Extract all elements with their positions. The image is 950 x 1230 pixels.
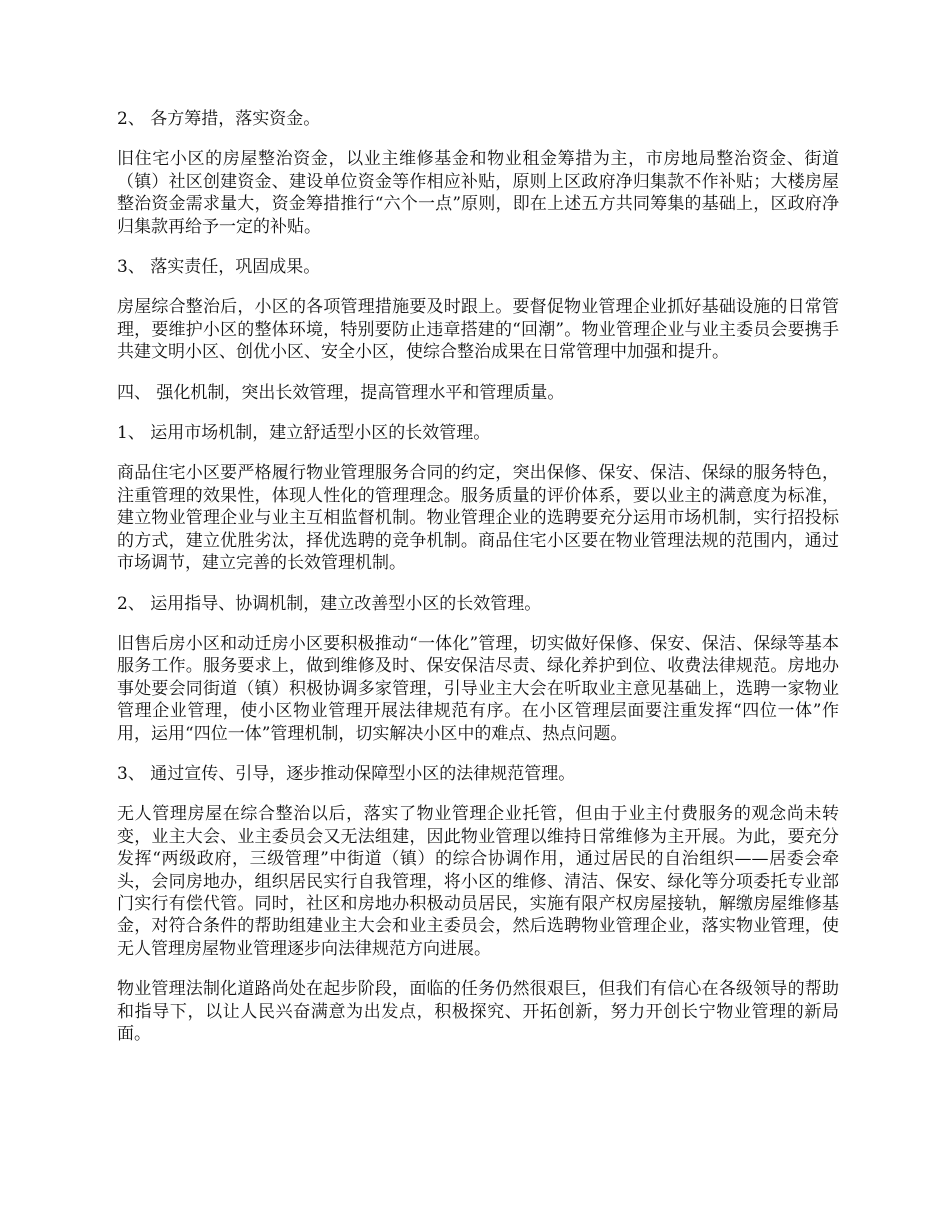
chapter-heading-4-mechanism: 四、 强化机制，突出长效管理，提高管理水平和管理质量。	[117, 382, 565, 403]
section-heading-1-market: 1、 运用市场机制，建立舒适型小区的长效管理。	[117, 423, 491, 444]
paragraph-conclusion: 物业管理法制化道路尚处在起步阶段，面临的任务仍然很艰巨，但我们有信心在各级领导的帮助和指导下，以让人民兴奋满意为出发点，积极探究、开拓创新，努力开创长宁物业管理的新局面。	[117, 979, 839, 1044]
document-page	[117, 108, 839, 1063]
paragraph-market-details: 商品住宅小区要严格履行物业管理服务合同的约定，突出保修、保安、保洁、保绿的服务特色，注重管理的效果性，体现人性化的管理理念。服务质量的评价体系，要以业主的满意度为标准，建立物业管理企业与业主互相监督机制。物业管理企业的选聘要充分运用市场机制，实行招投标的方式，建立优胜劣汰，择优选聘的竞争机制。商品住宅小区要在物业管理法规的范围内，通过市场调节，建立完善的长效管理机制。	[117, 463, 839, 574]
paragraph-guidance-details: 旧售后房小区和动迁房小区要积极推动“一体化”管理，切实做好保修、保安、保洁、保绿等基本服务工作。服务要求上，做到维修及时、保安保洁尽责、绿化养护到位、收费法律规范。房地办事处要会同街道（镇）积极协调多家管理，引导业主大会在听取业主意见基础上，选聘一家物业管理企业管理，使小区物业管理开展法律规范有序。在小区管理层面要注重发挥“四位一体”作用，运用“四位一体”管理机制，切实解决小区中的难点、热点问题。	[117, 633, 839, 744]
section-heading-2-guidance: 2、 运用指导、协调机制，建立改善型小区的长效管理。	[117, 593, 542, 614]
paragraph-responsibility-details: 房屋综合整治后，小区的各项管理措施要及时跟上。要督促物业管理企业抓好基础设施的日常管理，要维护小区的整体环境，特别要防止违章搭建的“回潮”。物业管理企业与业主委员会要携手共建文明小区、创优小区、安全小区，使综合整治成果在日常管理中加强和提升。	[117, 297, 839, 363]
section-heading-3-responsibility: 3、 落实责任，巩固成果。	[117, 257, 321, 278]
paragraph-publicity-details: 无人管理房屋在综合整治以后，落实了物业管理企业托管，但由于业主付费服务的观念尚未转变，业主大会、业主委员会又无法组建，因此物业管理以维持日常维修为主开展。为此，要充分发挥“两级政府，三级管理”中街道（镇）的综合协调作用，通过居民的自治组织——居委会牵头，会同房地办，组织居民实行自我管理，将小区的维修、清洁、保安、绿化等分项委托专业部门实行有偿代管。同时，社区和房地办积极动员居民，实施有限产权房屋接轨，解缴房屋维修基金，对符合条件的帮助组建业主大会和业主委员会，然后选聘物业管理企业，落实物业管理，使无人管理房屋物业管理逐步向法律规范方向进展。	[117, 804, 839, 959]
section-heading-2-funding: 2、 各方筹措，落实资金。	[117, 109, 321, 129]
section-heading-3-publicity: 3、 通过宣传、引导，逐步推动保障型小区的法律规范管理。	[117, 763, 576, 784]
paragraph-funding-details: 旧住宅小区的房屋整治资金，以业主维修基金和物业租金筹措为主，市房地局整治资金、街道（镇）社区创建资金、建设单位资金等作相应补贴，原则上区政府净归集款不作补贴；大楼房屋整治资金需求量大，资金筹措推行“六个一点”原则，即在上述五方共同筹集的基础上，区政府净归集款再给予一定的补贴。	[117, 149, 839, 237]
